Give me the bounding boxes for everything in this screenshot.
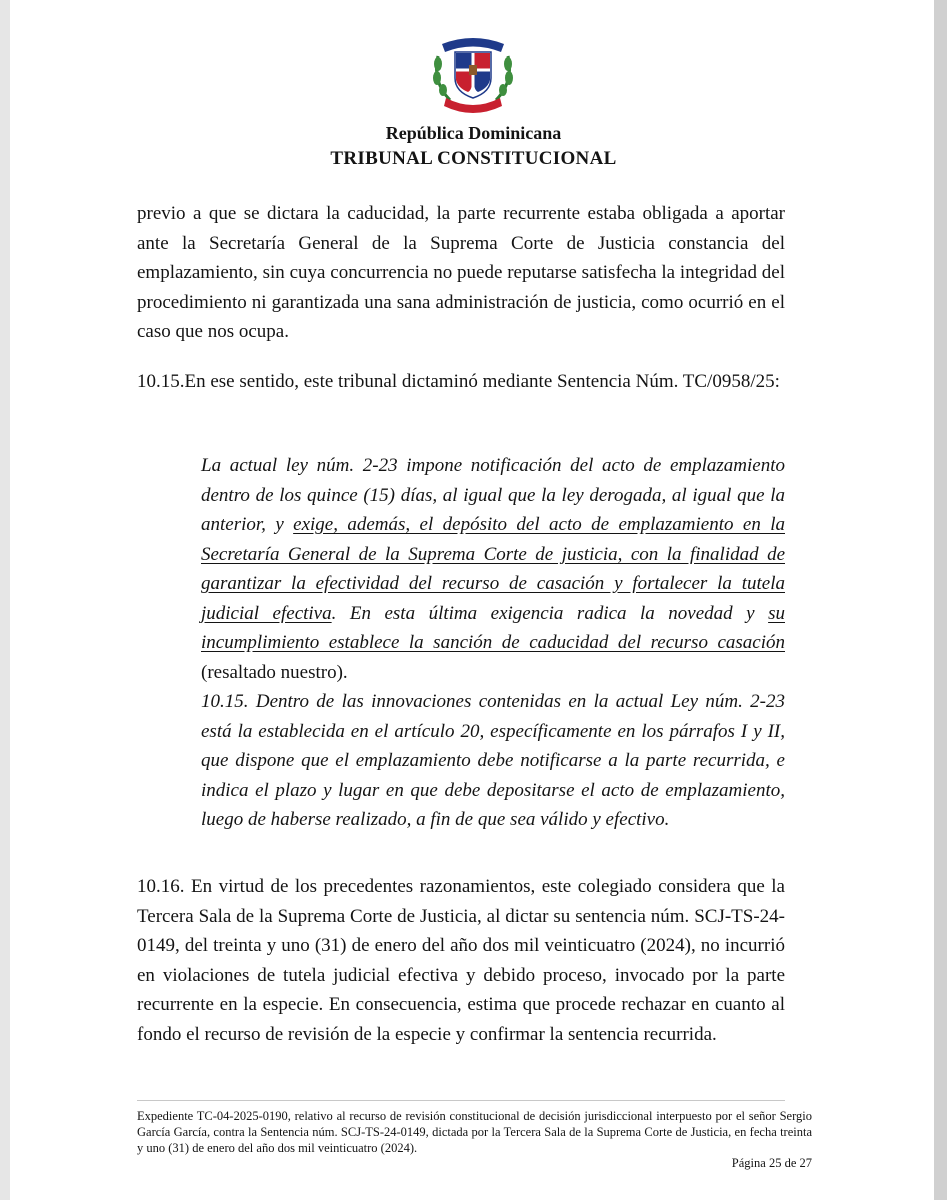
paragraph-10-15: 10.15.En ese sentido, este tribunal dictaminó mediante Sentencia Núm. TC/0958/25: [137, 371, 780, 392]
coat-of-arms-icon [428, 30, 518, 114]
quote-text-2: . En esta última exigencia radica la novedad y [331, 602, 769, 624]
quote-emphasis-note: (resaltado nuestro). [201, 661, 348, 683]
quote-underlined-1: exige, además, el depósito del acto de emplazamiento en la Secretaría General de la Suprema Corte de justicia, con la finalidad de garantizar la efectividad del recurso de casación y fortalecer la tutela judicial efectiva [201, 514, 785, 624]
document-header [0, 120, 947, 172]
quote-paragraph-2: 10.15. Dentro de las innovaciones contenidas en la actual Ley núm. 2-23 está la establecida en el artículo 20, específicamente en los párrafos I y II, que dispone que el emplazamiento debe notificarse a la parte recurrida, e indica el plazo y lugar en que debe depositarse el acto de emplazamiento, luego de haberse realizado, a fin de que sea válido y efectivo. [201, 691, 785, 830]
quote-paragraph-1 [201, 451, 785, 687]
quote-underlined-2: su incumplimiento establece la sanción de caducidad del recurso casación [201, 602, 785, 653]
court-title: TRIBUNAL CONSTITUCIONAL [330, 148, 617, 169]
scan-edge-left [0, 0, 10, 1200]
paragraph-continuation: previo a que se dictara la caducidad, la parte recurrente estaba obligada a aportar ante la Secretaría General de la Suprema Corte de Justicia constancia del emplazamiento, sin cuya concurrencia no puede reputarse satisfecha la integridad del procedimiento ni garantizada una sana administración de justicia, como ocurrió en el caso que nos ocupa. [137, 203, 785, 342]
scan-edge-right [934, 0, 947, 1200]
quote-text-1: La actual ley núm. 2-23 impone notificación del acto de emplazamiento dentro de los quince (15) días, al igual que la ley derogada, al igual que la anterior, y [201, 455, 785, 535]
block-quote [201, 451, 785, 835]
paragraph-10-16: 10.16. En virtud de los precedentes razonamientos, este colegiado considera que la Tercera Sala de la Suprema Corte de Justicia, al dictar su sentencia núm. SCJ-TS-24-0149, del treinta y uno (31) de enero del año dos mil veinticuatro (2024), no incurrió en violaciones de tutela judicial efectiva y debido proceso, invocado por la parte recurrente en la especie. En consecuencia, estima que procede rechazar en cuanto al fondo el recurso de revisión de la especie y confirmar la sentencia recurrida. [137, 876, 785, 1045]
case-footer: Expediente TC-04-2025-0190, relativo al recurso de revisión constitucional de decisión jurisdiccional interpuesto por el señor Sergio García García, contra la Sentencia núm. SCJ-TS-24-0149, dictada por la Tercera Sala de la Suprema Corte de Justicia, en fecha treinta y uno (31) de enero del año dos mil veinticuatro (2024). [137, 1109, 812, 1155]
country-title: República Dominicana [385, 123, 562, 143]
page-number: Página 25 de 27 [731, 1156, 812, 1170]
footer-divider [137, 1100, 785, 1101]
